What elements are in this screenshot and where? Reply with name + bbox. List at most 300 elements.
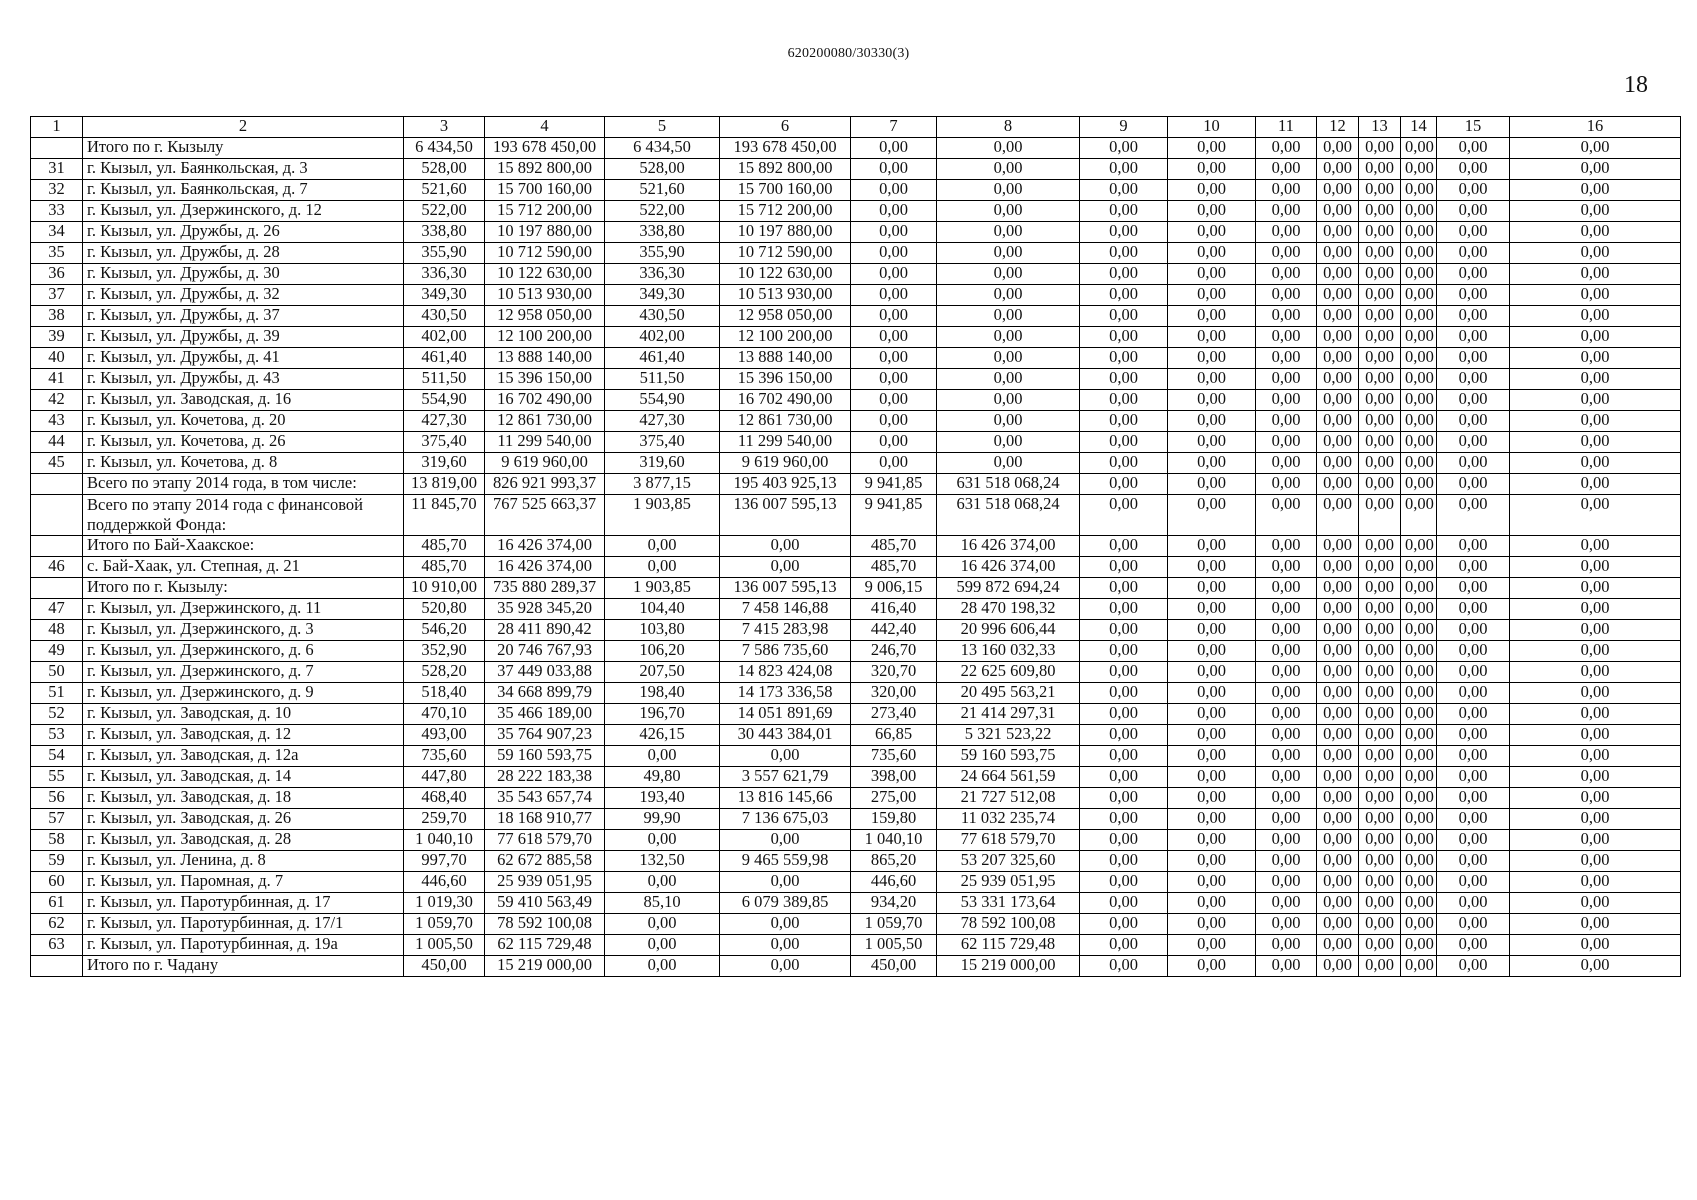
value-cell: 0,00 <box>1359 872 1401 893</box>
value-cell: 0,00 <box>1359 725 1401 746</box>
value-cell: 9 941,85 <box>851 474 937 495</box>
value-cell: 735 880 289,37 <box>485 578 605 599</box>
value-cell: 0,00 <box>605 536 720 557</box>
value-cell: 0,00 <box>1437 620 1510 641</box>
value-cell: 0,00 <box>1401 725 1437 746</box>
value-cell: 320,00 <box>851 683 937 704</box>
value-cell: 0,00 <box>1168 201 1256 222</box>
table-row <box>31 201 1681 222</box>
row-number-cell: 34 <box>31 222 83 243</box>
value-cell: 0,00 <box>851 348 937 369</box>
value-cell: 528,00 <box>404 159 485 180</box>
value-cell: 0,00 <box>1359 243 1401 264</box>
table-row <box>31 746 1681 767</box>
value-cell: 0,00 <box>1168 704 1256 725</box>
object-name-cell: Итого по Бай-Хаакское: <box>83 536 404 557</box>
row-number-cell: 60 <box>31 872 83 893</box>
value-cell: 198,40 <box>605 683 720 704</box>
object-name-cell: г. Кызыл, ул. Баянкольская, д. 3 <box>83 159 404 180</box>
value-cell: 0,00 <box>1437 935 1510 956</box>
value-cell: 0,00 <box>1168 725 1256 746</box>
row-number-cell: 49 <box>31 641 83 662</box>
value-cell: 15 712 200,00 <box>485 201 605 222</box>
value-cell: 0,00 <box>937 180 1080 201</box>
value-cell: 0,00 <box>1317 306 1359 327</box>
value-cell: 0,00 <box>1256 474 1317 495</box>
value-cell: 0,00 <box>1168 851 1256 872</box>
value-cell: 0,00 <box>1317 725 1359 746</box>
value-cell: 0,00 <box>1168 641 1256 662</box>
value-cell: 0,00 <box>1168 264 1256 285</box>
row-number-cell: 38 <box>31 306 83 327</box>
value-cell: 62 672 885,58 <box>485 851 605 872</box>
value-cell: 0,00 <box>1256 788 1317 809</box>
value-cell: 447,80 <box>404 767 485 788</box>
value-cell: 10 712 590,00 <box>720 243 851 264</box>
value-cell: 0,00 <box>720 536 851 557</box>
value-cell: 0,00 <box>1080 390 1168 411</box>
row-number-cell: 56 <box>31 788 83 809</box>
value-cell: 0,00 <box>1401 641 1437 662</box>
value-cell: 7 458 146,88 <box>720 599 851 620</box>
value-cell: 0,00 <box>1437 830 1510 851</box>
value-cell: 0,00 <box>1437 411 1510 432</box>
value-cell: 0,00 <box>1317 411 1359 432</box>
value-cell: 14 823 424,08 <box>720 662 851 683</box>
value-cell: 0,00 <box>1359 851 1401 872</box>
value-cell: 375,40 <box>404 432 485 453</box>
value-cell: 28 411 890,42 <box>485 620 605 641</box>
value-cell: 0,00 <box>1080 243 1168 264</box>
table-row <box>31 641 1681 662</box>
value-cell: 0,00 <box>1401 390 1437 411</box>
value-cell: 528,00 <box>605 159 720 180</box>
table-row <box>31 830 1681 851</box>
row-number-cell <box>31 578 83 599</box>
value-cell: 0,00 <box>1510 578 1681 599</box>
value-cell: 0,00 <box>1401 432 1437 453</box>
value-cell: 193 678 450,00 <box>720 138 851 159</box>
value-cell: 0,00 <box>851 180 937 201</box>
table-row <box>31 704 1681 725</box>
value-cell: 0,00 <box>1437 599 1510 620</box>
value-cell: 77 618 579,70 <box>485 830 605 851</box>
value-cell: 934,20 <box>851 893 937 914</box>
value-cell: 0,00 <box>1256 683 1317 704</box>
value-cell: 336,30 <box>404 264 485 285</box>
value-cell: 0,00 <box>851 369 937 390</box>
value-cell: 20 495 563,21 <box>937 683 1080 704</box>
value-cell: 34 668 899,79 <box>485 683 605 704</box>
value-cell: 0,00 <box>1359 935 1401 956</box>
row-number-cell: 62 <box>31 914 83 935</box>
value-cell: 0,00 <box>1359 222 1401 243</box>
object-name-cell: г. Кызыл, ул. Заводская, д. 26 <box>83 809 404 830</box>
value-cell: 0,00 <box>605 872 720 893</box>
value-cell: 0,00 <box>1168 138 1256 159</box>
value-cell: 0,00 <box>1080 474 1168 495</box>
value-cell: 0,00 <box>1401 285 1437 306</box>
value-cell: 0,00 <box>1401 138 1437 159</box>
value-cell: 1 040,10 <box>404 830 485 851</box>
table-row <box>31 725 1681 746</box>
value-cell: 11 032 235,74 <box>937 809 1080 830</box>
row-number-cell: 53 <box>31 725 83 746</box>
value-cell: 0,00 <box>937 411 1080 432</box>
value-cell: 0,00 <box>1359 557 1401 578</box>
value-cell: 349,30 <box>404 285 485 306</box>
value-cell: 0,00 <box>1359 683 1401 704</box>
value-cell: 442,40 <box>851 620 937 641</box>
value-cell: 85,10 <box>605 893 720 914</box>
value-cell: 511,50 <box>605 369 720 390</box>
value-cell: 15 700 160,00 <box>720 180 851 201</box>
value-cell: 0,00 <box>937 327 1080 348</box>
value-cell: 0,00 <box>1080 641 1168 662</box>
value-cell: 20 746 767,93 <box>485 641 605 662</box>
value-cell: 0,00 <box>1168 222 1256 243</box>
value-cell: 0,00 <box>1317 536 1359 557</box>
value-cell: 826 921 993,37 <box>485 474 605 495</box>
value-cell: 0,00 <box>1317 914 1359 935</box>
value-cell: 0,00 <box>1256 809 1317 830</box>
value-cell: 0,00 <box>1510 159 1681 180</box>
value-cell: 0,00 <box>1359 411 1401 432</box>
value-cell: 0,00 <box>1359 201 1401 222</box>
object-name-cell: г. Кызыл, ул. Баянкольская, д. 7 <box>83 180 404 201</box>
row-number-cell: 57 <box>31 809 83 830</box>
value-cell: 319,60 <box>404 453 485 474</box>
value-cell: 0,00 <box>1437 453 1510 474</box>
value-cell: 1 059,70 <box>404 914 485 935</box>
value-cell: 0,00 <box>1437 243 1510 264</box>
value-cell: 13 816 145,66 <box>720 788 851 809</box>
value-cell: 0,00 <box>1080 285 1168 306</box>
value-cell: 15 892 800,00 <box>720 159 851 180</box>
value-cell: 0,00 <box>1256 956 1317 977</box>
value-cell: 0,00 <box>1317 390 1359 411</box>
value-cell: 0,00 <box>1256 453 1317 474</box>
value-cell: 0,00 <box>1510 201 1681 222</box>
value-cell: 0,00 <box>851 243 937 264</box>
value-cell: 0,00 <box>1080 495 1168 536</box>
value-cell: 0,00 <box>1359 264 1401 285</box>
value-cell: 0,00 <box>1080 767 1168 788</box>
value-cell: 0,00 <box>1168 536 1256 557</box>
value-cell: 0,00 <box>1168 327 1256 348</box>
value-cell: 6 434,50 <box>404 138 485 159</box>
value-cell: 0,00 <box>1437 159 1510 180</box>
value-cell: 62 115 729,48 <box>937 935 1080 956</box>
value-cell: 0,00 <box>1080 662 1168 683</box>
value-cell: 0,00 <box>1080 432 1168 453</box>
value-cell: 0,00 <box>1401 474 1437 495</box>
table-row <box>31 893 1681 914</box>
value-cell: 0,00 <box>1359 369 1401 390</box>
value-cell: 10 910,00 <box>404 578 485 599</box>
row-number-cell <box>31 474 83 495</box>
table-row <box>31 767 1681 788</box>
value-cell: 207,50 <box>605 662 720 683</box>
object-name-cell: с. Бай-Хаак, ул. Степная, д. 21 <box>83 557 404 578</box>
value-cell: 1 005,50 <box>404 935 485 956</box>
value-cell: 0,00 <box>1317 327 1359 348</box>
value-cell: 0,00 <box>1401 935 1437 956</box>
value-cell: 0,00 <box>1359 809 1401 830</box>
row-number-cell: 61 <box>31 893 83 914</box>
value-cell: 631 518 068,24 <box>937 474 1080 495</box>
table-row <box>31 495 1681 536</box>
value-cell: 0,00 <box>1359 348 1401 369</box>
value-cell: 0,00 <box>1510 746 1681 767</box>
value-cell: 0,00 <box>1168 893 1256 914</box>
value-cell: 0,00 <box>1317 830 1359 851</box>
value-cell: 0,00 <box>1437 725 1510 746</box>
value-cell: 430,50 <box>605 306 720 327</box>
row-number-cell <box>31 956 83 977</box>
row-number-cell: 37 <box>31 285 83 306</box>
column-header-10: 10 <box>1168 117 1256 138</box>
value-cell: 0,00 <box>1359 138 1401 159</box>
value-cell: 0,00 <box>720 914 851 935</box>
value-cell: 0,00 <box>1256 935 1317 956</box>
column-header-5: 5 <box>605 117 720 138</box>
value-cell: 0,00 <box>1080 914 1168 935</box>
table-row <box>31 851 1681 872</box>
value-cell: 338,80 <box>404 222 485 243</box>
value-cell: 0,00 <box>1080 893 1168 914</box>
value-cell: 0,00 <box>1317 201 1359 222</box>
value-cell: 0,00 <box>1256 348 1317 369</box>
value-cell: 14 051 891,69 <box>720 704 851 725</box>
value-cell: 0,00 <box>1401 369 1437 390</box>
value-cell: 0,00 <box>1080 264 1168 285</box>
value-cell: 0,00 <box>1317 683 1359 704</box>
value-cell: 0,00 <box>1168 390 1256 411</box>
value-cell: 0,00 <box>1401 956 1437 977</box>
value-cell: 24 664 561,59 <box>937 767 1080 788</box>
value-cell: 0,00 <box>851 390 937 411</box>
value-cell: 0,00 <box>1437 788 1510 809</box>
value-cell: 0,00 <box>1437 683 1510 704</box>
value-cell: 0,00 <box>1359 830 1401 851</box>
value-cell: 521,60 <box>404 180 485 201</box>
value-cell: 59 160 593,75 <box>485 746 605 767</box>
value-cell: 9 465 559,98 <box>720 851 851 872</box>
value-cell: 0,00 <box>1317 474 1359 495</box>
value-cell: 0,00 <box>605 956 720 977</box>
value-cell: 0,00 <box>1359 746 1401 767</box>
value-cell: 25 939 051,95 <box>937 872 1080 893</box>
value-cell: 735,60 <box>404 746 485 767</box>
value-cell: 0,00 <box>1080 557 1168 578</box>
object-name-cell: г. Кызыл, ул. Дзержинского, д. 6 <box>83 641 404 662</box>
value-cell: 0,00 <box>1401 306 1437 327</box>
value-cell: 0,00 <box>1168 369 1256 390</box>
value-cell: 0,00 <box>1080 180 1168 201</box>
value-cell: 0,00 <box>1168 599 1256 620</box>
value-cell: 0,00 <box>1359 704 1401 725</box>
value-cell: 0,00 <box>851 222 937 243</box>
row-number-cell: 50 <box>31 662 83 683</box>
value-cell: 0,00 <box>1168 872 1256 893</box>
value-cell: 0,00 <box>1317 180 1359 201</box>
value-cell: 9 006,15 <box>851 578 937 599</box>
value-cell: 0,00 <box>1256 159 1317 180</box>
value-cell: 0,00 <box>1510 495 1681 536</box>
value-cell: 450,00 <box>404 956 485 977</box>
object-name-cell: г. Кызыл, ул. Заводская, д. 14 <box>83 767 404 788</box>
object-name-cell: г. Кызыл, ул. Кочетова, д. 20 <box>83 411 404 432</box>
value-cell: 0,00 <box>1317 264 1359 285</box>
value-cell: 13 888 140,00 <box>720 348 851 369</box>
table-row <box>31 935 1681 956</box>
value-cell: 0,00 <box>1510 620 1681 641</box>
value-cell: 0,00 <box>1510 390 1681 411</box>
value-cell: 12 100 200,00 <box>485 327 605 348</box>
row-number-cell: 46 <box>31 557 83 578</box>
value-cell: 0,00 <box>720 872 851 893</box>
value-cell: 13 819,00 <box>404 474 485 495</box>
table-row <box>31 411 1681 432</box>
value-cell: 0,00 <box>605 746 720 767</box>
value-cell: 15 219 000,00 <box>485 956 605 977</box>
value-cell: 0,00 <box>937 138 1080 159</box>
value-cell: 0,00 <box>1317 348 1359 369</box>
value-cell: 0,00 <box>1080 830 1168 851</box>
value-cell: 0,00 <box>1510 914 1681 935</box>
value-cell: 78 592 100,08 <box>485 914 605 935</box>
value-cell: 0,00 <box>851 138 937 159</box>
value-cell: 246,70 <box>851 641 937 662</box>
value-cell: 0,00 <box>1510 788 1681 809</box>
value-cell: 0,00 <box>1437 138 1510 159</box>
value-cell: 28 222 183,38 <box>485 767 605 788</box>
value-cell: 0,00 <box>1256 851 1317 872</box>
value-cell: 0,00 <box>1080 809 1168 830</box>
value-cell: 0,00 <box>1510 851 1681 872</box>
value-cell: 554,90 <box>404 390 485 411</box>
value-cell: 0,00 <box>1256 599 1317 620</box>
object-name-cell: г. Кызыл, ул. Дзержинского, д. 11 <box>83 599 404 620</box>
value-cell: 0,00 <box>1401 746 1437 767</box>
value-cell: 0,00 <box>1256 180 1317 201</box>
value-cell: 1 005,50 <box>851 935 937 956</box>
value-cell: 0,00 <box>1256 872 1317 893</box>
object-name-cell: Итого по г. Чадану <box>83 956 404 977</box>
value-cell: 0,00 <box>1359 620 1401 641</box>
value-cell: 12 958 050,00 <box>485 306 605 327</box>
value-cell: 0,00 <box>1359 390 1401 411</box>
value-cell: 0,00 <box>1510 809 1681 830</box>
value-cell: 0,00 <box>1401 243 1437 264</box>
object-name-cell: г. Кызыл, ул. Дзержинского, д. 3 <box>83 620 404 641</box>
object-name-cell: г. Кызыл, ул. Заводская, д. 28 <box>83 830 404 851</box>
row-number-cell: 55 <box>31 767 83 788</box>
value-cell: 0,00 <box>1317 159 1359 180</box>
value-cell: 22 625 609,80 <box>937 662 1080 683</box>
value-cell: 0,00 <box>1437 264 1510 285</box>
value-cell: 1 903,85 <box>605 578 720 599</box>
value-cell: 0,00 <box>1359 641 1401 662</box>
value-cell: 485,70 <box>851 557 937 578</box>
value-cell: 59 160 593,75 <box>937 746 1080 767</box>
value-cell: 15 892 800,00 <box>485 159 605 180</box>
value-cell: 0,00 <box>1080 704 1168 725</box>
value-cell: 0,00 <box>1317 956 1359 977</box>
value-cell: 0,00 <box>1317 285 1359 306</box>
value-cell: 0,00 <box>720 956 851 977</box>
value-cell: 0,00 <box>1437 432 1510 453</box>
value-cell: 0,00 <box>1401 830 1437 851</box>
value-cell: 10 122 630,00 <box>720 264 851 285</box>
value-cell: 0,00 <box>1510 306 1681 327</box>
value-cell: 0,00 <box>1510 369 1681 390</box>
header-row <box>31 117 1681 138</box>
value-cell: 0,00 <box>1437 536 1510 557</box>
value-cell: 0,00 <box>851 306 937 327</box>
value-cell: 0,00 <box>1317 872 1359 893</box>
value-cell: 0,00 <box>1168 348 1256 369</box>
value-cell: 0,00 <box>851 327 937 348</box>
value-cell: 104,40 <box>605 599 720 620</box>
value-cell: 320,70 <box>851 662 937 683</box>
table-row <box>31 138 1681 159</box>
value-cell: 0,00 <box>1256 432 1317 453</box>
value-cell: 15 396 150,00 <box>720 369 851 390</box>
value-cell: 0,00 <box>937 369 1080 390</box>
value-cell: 0,00 <box>1359 285 1401 306</box>
column-header-7: 7 <box>851 117 937 138</box>
value-cell: 0,00 <box>1359 536 1401 557</box>
value-cell: 402,00 <box>605 327 720 348</box>
value-cell: 0,00 <box>1168 788 1256 809</box>
value-cell: 0,00 <box>1256 557 1317 578</box>
value-cell: 0,00 <box>1317 809 1359 830</box>
column-header-15: 15 <box>1437 117 1510 138</box>
value-cell: 0,00 <box>1437 641 1510 662</box>
value-cell: 0,00 <box>1256 285 1317 306</box>
value-cell: 0,00 <box>1401 348 1437 369</box>
value-cell: 0,00 <box>1317 935 1359 956</box>
value-cell: 11 299 540,00 <box>485 432 605 453</box>
value-cell: 13 160 032,33 <box>937 641 1080 662</box>
value-cell: 0,00 <box>1168 285 1256 306</box>
value-cell: 1 019,30 <box>404 893 485 914</box>
value-cell: 0,00 <box>1359 495 1401 536</box>
table-row <box>31 327 1681 348</box>
value-cell: 0,00 <box>1510 935 1681 956</box>
value-cell: 21 727 512,08 <box>937 788 1080 809</box>
table-row <box>31 159 1681 180</box>
value-cell: 136 007 595,13 <box>720 578 851 599</box>
value-cell: 49,80 <box>605 767 720 788</box>
table-row <box>31 222 1681 243</box>
value-cell: 0,00 <box>1437 767 1510 788</box>
column-header-12: 12 <box>1317 117 1359 138</box>
value-cell: 511,50 <box>404 369 485 390</box>
table-row <box>31 306 1681 327</box>
value-cell: 0,00 <box>1401 495 1437 536</box>
table-row <box>31 285 1681 306</box>
value-cell: 10 197 880,00 <box>720 222 851 243</box>
object-name-cell: г. Кызыл, ул. Дзержинского, д. 9 <box>83 683 404 704</box>
value-cell: 0,00 <box>1256 390 1317 411</box>
value-cell: 0,00 <box>1256 138 1317 159</box>
value-cell: 865,20 <box>851 851 937 872</box>
value-cell: 16 426 374,00 <box>937 536 1080 557</box>
value-cell: 12 100 200,00 <box>720 327 851 348</box>
